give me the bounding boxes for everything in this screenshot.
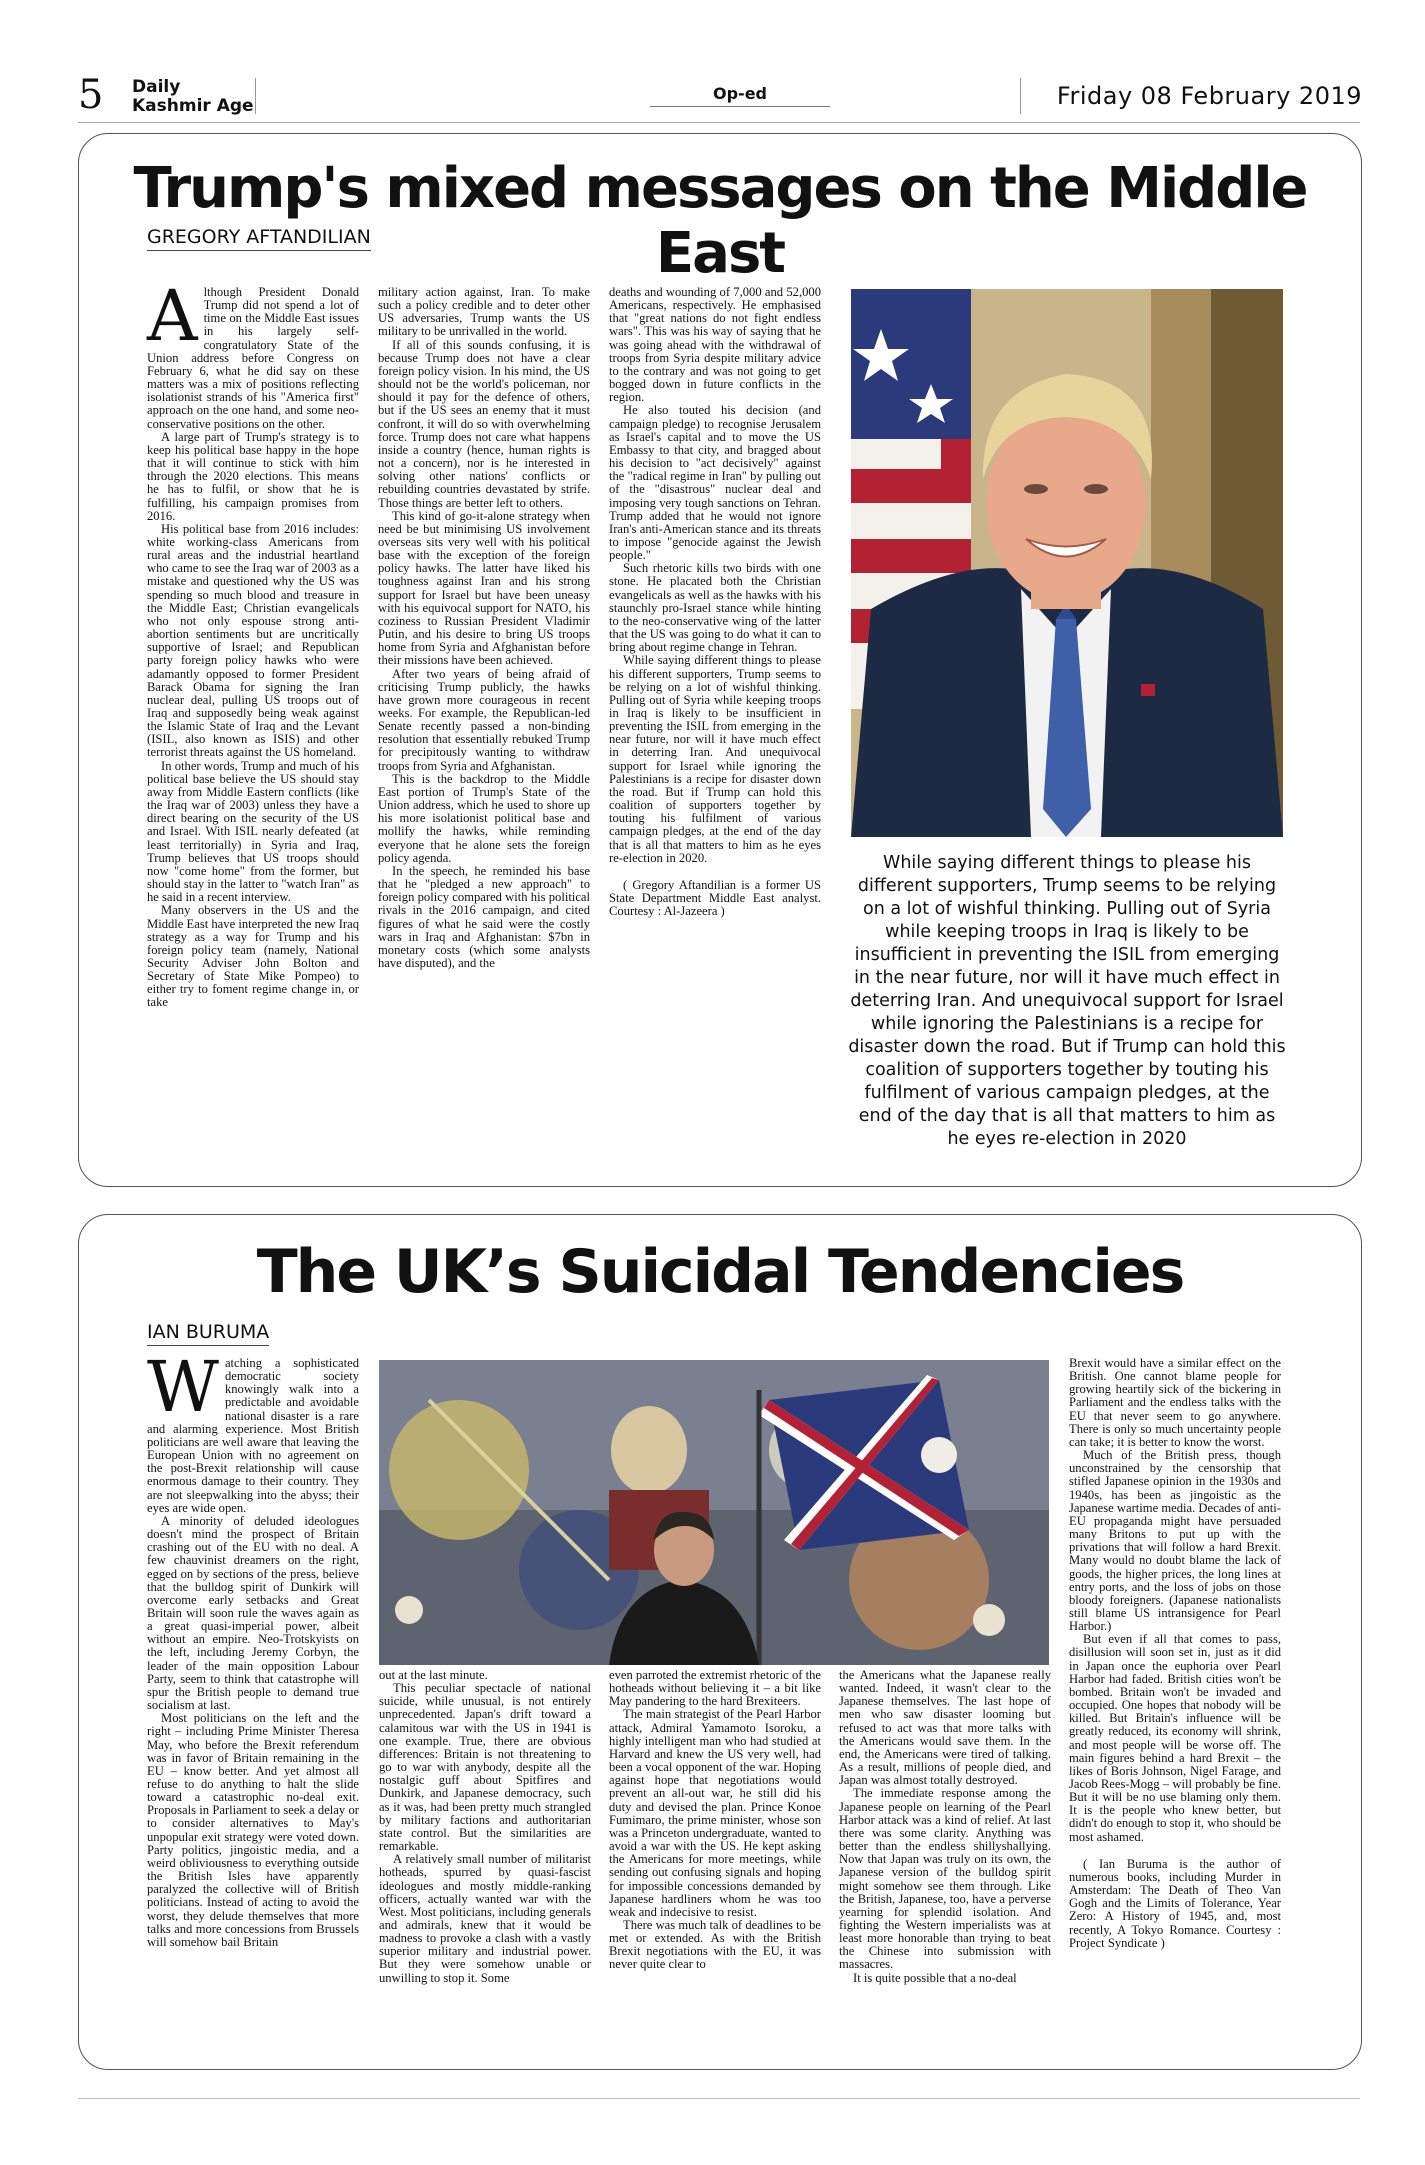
section-label: Op-ed	[650, 84, 830, 107]
paragraph: deaths and wounding of 7,000 and 52,000 Americans, respectively. He emphasised that "great nations do not fight endless wars". This was his way of saying that he was going ahead with the withdrawal of troops from Syria despite military advice to the contrary and was not going to get bogged down in future conflicts in the region.	[609, 285, 821, 405]
drop-cap: W	[147, 1346, 219, 1428]
paragraph: A large part of Trump's strategy is to keep his political base happy in the hope that it will continue to stick with him through the 2020 elections. This means he has to fulfil, or show that he is fulfilling, his campaign promises from 2016.	[147, 429, 359, 523]
author-credit: ( Gregory Aftandilian is a former US State Department Middle East analyst. Courtesy : Al-Jazeera )	[609, 877, 821, 919]
paragraph: The main strategist of the Pearl Harbor attack, Admiral Yamamoto Isoroku, a highly intelligent man who had studied at Harvard and knew the US very well, had been a vocal opponent of the war. Hoping against hope that negotiations would prevent an all-out war, he still did his duty and devised the plan. Prince Konoe Fumimaro, the prime minister, whose son was a Princeton undergraduate, wanted to avoid a war with the US. He kept asking the Americans for more meetings, while sending out confusing signals and hoping for impossible concessions demanded by Japanese hardliners whom he was too weak and indecisive to resist.	[609, 1707, 821, 1919]
paragraph: atching a sophisticated democratic society knowingly walk into a predictable and avoidable national disaster is a rare and alarming experience. Most British politicians are well aware that leaving the European Union with no agreement on the post-Brexit relationship will cause enormous damage to their country. They are not sleepwalking into the abyss; their eyes are wide open.	[147, 1356, 359, 1515]
article-column-2	[378, 286, 590, 970]
paragraph: It is quite possible that a no-deal	[853, 1970, 1017, 1985]
mural-photo	[379, 1360, 1049, 1665]
article-trump	[78, 133, 1362, 1187]
paragraph: But even if all that comes to pass, disillusion will soon set in, just as it did in Japan once the euphoria over Pearl Harbor had faded. British cities won't be bombed. Britain won't be invaded and occupied. One hopes that nobody will be killed. But Britain's influence will be greatly reduced, its economy will shrink, and most people will be worse off. The main figures behind a hard Brexit – the likes of Boris Johnson, Nigel Farage, and Jacob Rees-Mogg – will probably be fine. But it will be no use blaming only them. It is the people who knew better, but didn't do enough to stop it, who should be most ashamed.	[1069, 1632, 1281, 1844]
paragraph: There was much talk of deadlines to be met or extended. As with the British Brexit negotiations with the EU, it was never quite clear to	[609, 1917, 821, 1972]
newspaper-name-line2: Kashmir Age	[132, 96, 254, 116]
paragraph: This is the backdrop to the Middle East portion of Trump's State of the Union address, which he used to shore up his more isolationist political base and mollify the hawks, while reminding everyone that he alone sets the foreign policy agenda.	[378, 771, 590, 865]
paragraph: military action against, Iran. To make such a policy credible and to deter other US adversaries, Trump wants the US military to be unrivalled in the world.	[378, 285, 590, 339]
article-column-5	[1069, 1357, 1281, 1950]
article-headline: Trump's mixed messages on the Middle East	[133, 156, 1307, 286]
paragraph: A minority of deluded ideologues doesn't mind the prospect of Britain crashing out of the EU with no deal. A few chauvinist dreamers on the right, egged on by sections of the press, believe that the bulldog spirit of Dunkirk will overcome early setbacks and Great Britain will soon rule the waves again as a great quasi-imperial power, albeit without an empire. Neo-Trotskyists on the left, including Jeremy Corbyn, the leader of the main opposition Labour Party, seem to think that catastrophe will spur the British people to demand true socialism at last.	[147, 1513, 359, 1713]
paragraph: out at the last minute.	[379, 1668, 488, 1682]
paragraph: After two years of being afraid of criticising Trump publicly, the hawks have grown more courageous in recent weeks. For example, the Republican-led Senate recently passed a non-binding resolution that essentially rebuked Trump for precipitously wanting to withdraw troops from Syria and Afghanistan.	[378, 666, 590, 773]
article-headline: The UK’s Suicidal Tendencies	[256, 1237, 1184, 1307]
paragraph: even parroted the extremist rhetoric of the hotheads without believing it – a bit like May pandering to the hard Brexiteers.	[609, 1668, 821, 1709]
page-number: 5	[78, 72, 104, 118]
paragraph: A relatively small number of militarist hotheads, spurred by quasi-fascist ideologues and mostly middle-ranking officers, actually wanted war with the West. Most politicians, including generals and admirals, knew that it would be madness to provoke a clash with a vastly superior military and industrial power. But they were somehow unable or unwilling to stop it. Some	[379, 1852, 591, 1985]
dateline: Friday 08 February 2019	[1056, 82, 1362, 110]
newspaper-name	[132, 78, 254, 116]
page-header	[0, 0, 1425, 120]
paragraph: If all of this sounds confusing, it is because Trump does not have a clear foreign policy vision. In his mind, the US should not be the world's policeman, nor should it pay for the defence of others, but if the US sees an enemy that it must confront, it will do so with overwhelming force. Trump does not care what happens inside a country (hence, human rights is not a concern), nor is he interested in solving other nations' conflicts or rebuilding countries devastated by strife. Those things are better left to others.	[378, 337, 590, 510]
newspaper-name-line1: Daily	[132, 77, 181, 97]
article-column-4	[839, 1669, 1051, 1985]
article-column-1	[147, 1346, 359, 1949]
article-column-3	[609, 1669, 821, 1972]
portrait-illustration	[851, 289, 1283, 837]
article-column-3	[609, 286, 821, 918]
article-byline: GREGORY AFTANDILIAN	[147, 226, 371, 251]
paragraph: Such rhetoric kills two birds with one stone. He placated both the Christian evangelicals as well as the hawks with his staunchly pro-Israel stance while hinting to the neo-conservative wing of the latter that the US was going to do what it can to bring about regime change in Tehran.	[609, 561, 821, 655]
paragraph: This peculiar spectacle of national suicide, while unusual, is not entirely unprecedented. Japan's drift toward a calamitous war with the US in 1941 is one example. True, there are obvious differences: Britain is not threatening to go to war with anybody, despite all the nostalgic guff about Spitfires and Dunkirk, and Japanese democracy, such as it was, had been pretty much strangled by military factions and authoritarian state control. But the similarities are remarkable.	[379, 1681, 591, 1854]
trump-photo	[851, 289, 1283, 837]
paragraph: Many observers in the US and the Middle East have interpreted the new Iraq strategy as a way for Trump and his foreign policy team (namely, National Security Adviser John Bolton and Secretary of State Mike Pompeo) to either try to foment regime change in, or take	[147, 903, 359, 1010]
article-uk	[78, 1214, 1362, 2070]
paragraph: the Americans what the Japanese really wanted. Indeed, it wasn't clear to the Japanese themselves. The last hope of men who saw disaster looming but refused to act was that more talks with the Americans would save them. In the end, the Americans were tired of talking. As a result, millions of people died, and Japan was almost totally destroyed.	[839, 1668, 1051, 1788]
header-divider-right	[1020, 78, 1021, 114]
author-credit: ( Ian Buruma is the author of numerous books, including Murder in Amsterdam: The Death of Theo Van Gogh and the Limits of Tolerance, Year Zero: A History of 1945, and, most recently, A Tokyo Romance. Courtesy : Project Syndicate )	[1069, 1856, 1281, 1950]
paragraph: In other words, Trump and much of his political base believe the US should stay away from Middle Eastern conflicts (like the Iraq war of 2003) unless they have a direct bearing on the security of the US and Israel. With ISIL nearly defeated (at least territorially) in Syria and Iraq, Trump believes that US troops should now "come home" from the former, but should stay in the latter to "watch Iran" as he said in a recent interview.	[147, 758, 359, 905]
paragraph: lthough President Donald Trump did not spend a lot of time on the Middle East issues in his largely self-congratulatory State of the Union address before Congress on February 6, what he did say on these matters was a mix of positions reflecting isolationist strands of his "America first" approach on the one hand, and some neo-conservative positions on the other.	[147, 285, 359, 431]
photo-caption: While saying different things to please his different supporters, Trump seems to be relying on a lot of wishful thinking. Pulling out of Syria while keeping troops in Iraq is likely to be insufficient in preventing the ISIL from emerging in the near future, nor will it have much effect in deterring Iran. And unequivocal support for Israel while ignoring the Palestinians is a recipe for disaster down the road. But if Trump can hold this coalition of supporters together by touting his fulfilment of various campaign pledges, at the end of the day that is all that matters to him as he eyes re-election in 2020	[848, 853, 1286, 1149]
article-column-2	[379, 1669, 591, 1985]
paragraph: He also touted his decision (and campaign pledge) to recognise Jerusalem as Israel's capital and to move the US Embassy to that city, and bragged about his decision to "act decisively" against the "radical regime in Iran" by pulling out of the "disastrous" nuclear deal and imposing very tough sanctions on Tehran. Trump added that he would not ignore Iran's anti-American stance and its threats to impose "genocide against the Jewish people."	[609, 403, 821, 563]
mural-illustration	[379, 1360, 1049, 1665]
drop-cap: A	[147, 275, 198, 357]
paragraph: Much of the British press, though unconstrained by the censorship that stifled Japanese opinion in the 1930s and 1940s, has been as jingoistic as the Japanese wartime media. Decades of anti-EU propaganda might have persuaded many Britons to put up with the privations that will follow a hard Brexit. Many would no doubt blame the lack of goods, the higher prices, the long lines at entry ports, and the loss of jobs on those bloody foreigners. (Japanese nationalists still blame US intransigence for Pearl Harbor.)	[1069, 1448, 1281, 1634]
paragraph: In the speech, he reminded his base that he "pledged a new approach" to foreign policy compared with his political rivals in the 2016 campaign, and cited figures of what he said were the costly wars in Iraq and Afghanistan: $7bn in monetary costs (which some analysts have disputed), and the	[378, 863, 590, 970]
header-divider-left	[255, 78, 256, 114]
paragraph: Brexit would have a similar effect on the British. One cannot blame people for growing heartily sick of the bickering in Parliament and the endless talks with the EU that never seem to go anywhere. There is only so much uncertainty people can take; it is better to know the worst.	[1069, 1356, 1281, 1449]
paragraph: His political base from 2016 includes: white working-class Americans from rural areas and the industrial heartland who came to see the Iraq war of 2003 as a mistake and questioned why the US was spending so much blood and treasure in the Middle East; Christian evangelicals who not only espouse strong anti-abortion sentiments but are uncritically supportive of Israel; and Republican party foreign policy hawks who were adamantly opposed to former President Barack Obama for signing the Iran nuclear deal, pulling US troops out of Iraq and supposedly being weak against the Islamic State of Iraq and the Levant (ISIL, also known as ISIS) and other terrorist threats against the US homeland.	[147, 521, 359, 760]
paragraph: This kind of go-it-alone strategy when need be but minimising US involvement overseas sits very well with his political base with the exception of the foreign policy hawks. The latter have liked his toughness against Iran and his strong support for Israel but have been uneasy with his equivocal support for NATO, his coziness to Russian President Vladimir Putin, and his desire to bring US troops home from Syria and Afghanistan before their missions have been achieved.	[378, 508, 590, 668]
paragraph: The immediate response among the Japanese people on learning of the Pearl Harbor attack was a kind of relief. At last there was some clarity. Anything was better than the endless shillyshallying. Now that Japan was truly on its own, the Japanese version of the bulldog spirit might somehow see them through. Like the British, Japanese, too, have a perverse yearning for splendid isolation. And fighting the Western imperialists was at least more honorable than trying to beat the Chinese into submission with massacres.	[839, 1786, 1051, 1972]
article-byline: IAN BURUMA	[147, 1321, 269, 1346]
paragraph: While saying different things to please his different supporters, Trump seems to be relying on a lot of wishful thinking. Pulling out of Syria while keeping troops in Iraq is likely to be insufficient in preventing the ISIL from emerging in the near future, nor will it have much effect in deterring Iran. And unequivocal support for Israel while ignoring the Palestinians is a recipe for disaster down the road. But if Trump can hold this coalition of supporters together by touting his fulfilment of various campaign pledges, at the end of the day that is all that matters to him as he eyes re-election in 2020.	[609, 653, 821, 865]
header-rule	[78, 122, 1360, 123]
article-column-1	[147, 275, 359, 1010]
paragraph: Most politicians on the left and the right – including Prime Minister Theresa May, who before the Brexit referendum was in favor of Britain remaining in the EU – know better. And yet almost all refuse to do anything to halt the slide toward a catastrophic no-deal exit. Proposals in Parliament to seek a delay or to consider alternatives to May's unpopular exit strategy were voted down. Party politics, jingoistic media, and a weird obliviousness to everything outside the British Isles have apparently paralyzed the collective will of British politicians. Instead of acting to avoid the worst, they delude themselves that more talks and more concessions from Brussels will somehow bail Britain	[147, 1711, 359, 1949]
footer-rule	[78, 2098, 1360, 2099]
